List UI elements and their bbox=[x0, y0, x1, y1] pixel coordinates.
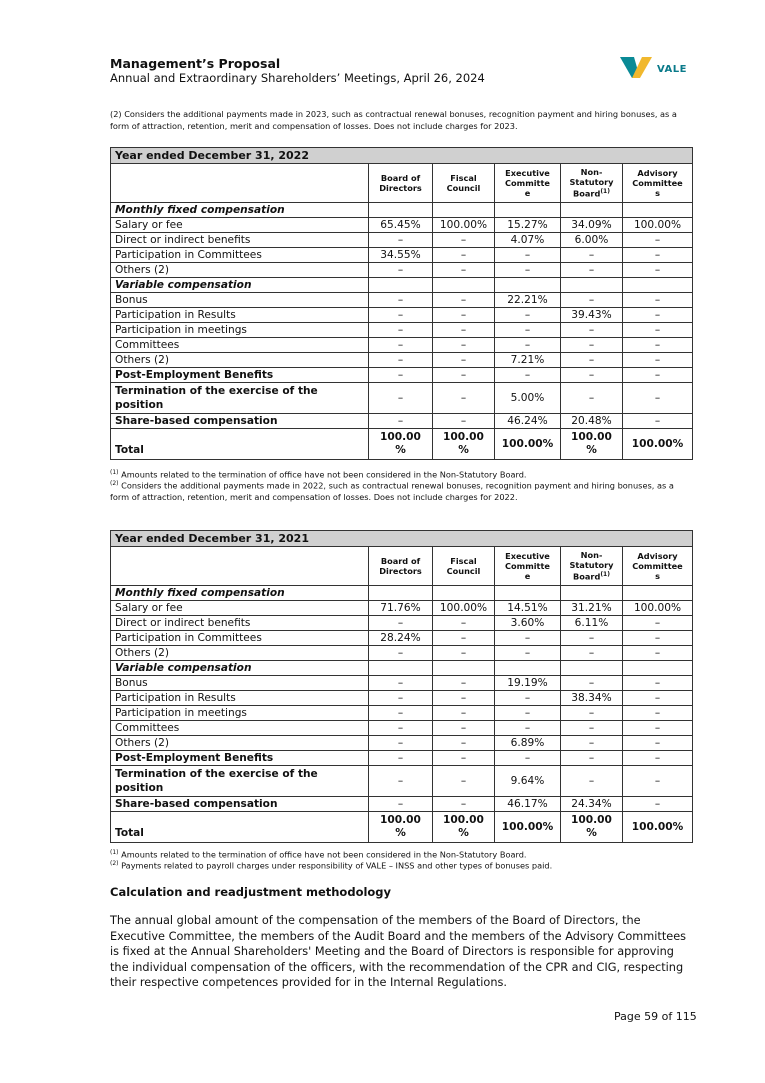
table-cell: – bbox=[433, 736, 495, 751]
table-row bbox=[111, 586, 693, 601]
top-note: (2) Considers the additional payments made in 2023, such as contractual renewal bonuses, recognition payment and hiring bonuses, as a form of attraction, retention, merit and compensation of losses. Does not include charges for 2023. bbox=[110, 109, 677, 131]
table-cell bbox=[369, 203, 433, 218]
row-label: Salary or fee bbox=[111, 218, 369, 233]
table-cell: – bbox=[623, 263, 693, 278]
table-row bbox=[111, 218, 693, 233]
row-label: Participation in Committees bbox=[111, 631, 369, 646]
total-cell bbox=[561, 429, 623, 460]
table-cell: – bbox=[623, 736, 693, 751]
table-cell: – bbox=[369, 691, 433, 706]
table-row bbox=[111, 646, 693, 661]
table-row bbox=[111, 353, 693, 368]
table-cell: 39.43% bbox=[561, 308, 623, 323]
column-header bbox=[433, 164, 495, 203]
table-cell: – bbox=[561, 766, 623, 797]
row-label: Others (2) bbox=[111, 263, 369, 278]
row-label: Share-based compensation bbox=[111, 414, 369, 429]
table-cell: 3.60% bbox=[495, 616, 561, 631]
table-cell: – bbox=[561, 248, 623, 263]
table-cell: – bbox=[495, 308, 561, 323]
table-row bbox=[111, 631, 693, 646]
total-cell bbox=[623, 812, 693, 843]
year-row bbox=[111, 148, 693, 164]
table-cell: – bbox=[495, 263, 561, 278]
table-cell: – bbox=[495, 631, 561, 646]
table-cell: 24.34% bbox=[561, 797, 623, 812]
table-row bbox=[111, 601, 693, 616]
table-cell: 100.00% bbox=[623, 601, 693, 616]
table-cell: – bbox=[369, 766, 433, 797]
table-row bbox=[111, 383, 693, 414]
total-cell bbox=[433, 812, 495, 843]
column-header-text: Council bbox=[446, 183, 481, 193]
year-heading: Year ended December 31, 2022 bbox=[111, 148, 693, 164]
table-row bbox=[111, 616, 693, 631]
column-header-text: Board bbox=[573, 188, 601, 199]
table-cell bbox=[369, 278, 433, 293]
total-label: Total bbox=[111, 429, 369, 460]
table-cell: – bbox=[561, 721, 623, 736]
table-cell: – bbox=[369, 736, 433, 751]
table-cell: – bbox=[433, 706, 495, 721]
table-cell bbox=[369, 661, 433, 676]
table-cell: – bbox=[433, 414, 495, 429]
table-cell: – bbox=[369, 308, 433, 323]
row-label: Participation in meetings bbox=[111, 706, 369, 721]
table-cell: 7.21% bbox=[495, 353, 561, 368]
table-cell: – bbox=[433, 751, 495, 766]
column-header bbox=[433, 547, 495, 586]
table-row bbox=[111, 414, 693, 429]
table-cell: – bbox=[561, 631, 623, 646]
table-cell: – bbox=[623, 691, 693, 706]
row-label: Variable compensation bbox=[111, 278, 369, 293]
table-cell: – bbox=[495, 751, 561, 766]
table-cell bbox=[369, 586, 433, 601]
table-row bbox=[111, 661, 693, 676]
table-cell: – bbox=[433, 797, 495, 812]
column-header-text: e bbox=[524, 571, 531, 581]
total-cell-text: 100.00% bbox=[631, 437, 684, 450]
table-row bbox=[111, 338, 693, 353]
footnote-marker: (1) bbox=[110, 469, 119, 476]
compensation-table-2021 bbox=[110, 530, 693, 843]
table-cell: – bbox=[561, 338, 623, 353]
table-cell: 5.00% bbox=[495, 383, 561, 414]
row-label: Salary or fee bbox=[111, 601, 369, 616]
row-label: Post-Employment Benefits bbox=[111, 751, 369, 766]
table-cell bbox=[433, 278, 495, 293]
year-row bbox=[111, 531, 693, 547]
table-cell: – bbox=[623, 383, 693, 414]
total-cell bbox=[561, 812, 623, 843]
table-cell: – bbox=[433, 766, 495, 797]
table-cell: – bbox=[433, 368, 495, 383]
table-cell: – bbox=[433, 338, 495, 353]
document-subtitle: Annual and Extraordinary Shareholders’ Meetings, April 26, 2024 bbox=[110, 71, 485, 85]
table-cell: – bbox=[369, 797, 433, 812]
column-header-text: Fiscal bbox=[450, 556, 477, 566]
table-cell: – bbox=[561, 293, 623, 308]
table-cell: – bbox=[561, 383, 623, 414]
table-cell: – bbox=[623, 797, 693, 812]
table-cell: – bbox=[433, 323, 495, 338]
table-row bbox=[111, 797, 693, 812]
row-label: Others (2) bbox=[111, 736, 369, 751]
table-row bbox=[111, 323, 693, 338]
footnote-marker: (1) bbox=[600, 188, 610, 196]
table-cell bbox=[495, 278, 561, 293]
row-label: Participation in meetings bbox=[111, 323, 369, 338]
table-cell: – bbox=[623, 293, 693, 308]
footnote-marker: (1) bbox=[110, 849, 119, 856]
table-cell: 19.19% bbox=[495, 676, 561, 691]
row-label: Termination of the exercise of the position bbox=[111, 766, 369, 797]
document-title: Management’s Proposal bbox=[110, 56, 281, 71]
total-cell-text: 100.00 bbox=[443, 814, 484, 826]
row-label: Direct or indirect benefits bbox=[111, 233, 369, 248]
table-row bbox=[111, 706, 693, 721]
total-row bbox=[111, 812, 693, 843]
table-cell: – bbox=[561, 368, 623, 383]
column-header-text: Non- bbox=[580, 167, 603, 178]
table-cell bbox=[495, 586, 561, 601]
row-label: Monthly fixed compensation bbox=[111, 203, 369, 218]
column-header-text: s bbox=[655, 571, 660, 581]
table-cell: – bbox=[561, 706, 623, 721]
total-cell bbox=[623, 429, 693, 460]
row-label: Participation in Results bbox=[111, 691, 369, 706]
table-cell: – bbox=[623, 646, 693, 661]
table-cell: 100.00% bbox=[433, 218, 495, 233]
table-cell: – bbox=[433, 263, 495, 278]
column-header-text: Committee bbox=[632, 178, 683, 188]
table-cell: – bbox=[369, 323, 433, 338]
row-label: Share-based compensation bbox=[111, 797, 369, 812]
table-cell: – bbox=[623, 248, 693, 263]
table-cell: – bbox=[561, 263, 623, 278]
table-cell: 65.45% bbox=[369, 218, 433, 233]
table-cell: – bbox=[433, 383, 495, 414]
column-header-text: Advisory bbox=[637, 168, 678, 178]
table-cell: – bbox=[369, 721, 433, 736]
table-cell: – bbox=[561, 323, 623, 338]
table-cell: – bbox=[369, 353, 433, 368]
column-header-text: e bbox=[524, 188, 531, 198]
table-row bbox=[111, 248, 693, 263]
table-row bbox=[111, 308, 693, 323]
total-cell-text: 100.00% bbox=[501, 820, 554, 833]
table-cell: – bbox=[495, 646, 561, 661]
table-cell: 9.64% bbox=[495, 766, 561, 797]
row-label: Participation in Results bbox=[111, 308, 369, 323]
table-cell: – bbox=[623, 308, 693, 323]
table-cell: – bbox=[433, 248, 495, 263]
compensation-table-2022 bbox=[110, 147, 693, 460]
table-cell bbox=[433, 661, 495, 676]
table-cell bbox=[623, 661, 693, 676]
table-cell: – bbox=[623, 338, 693, 353]
table-cell bbox=[433, 203, 495, 218]
table-row bbox=[111, 676, 693, 691]
table-row bbox=[111, 263, 693, 278]
table-row bbox=[111, 736, 693, 751]
table-row bbox=[111, 766, 693, 797]
table-cell: – bbox=[623, 721, 693, 736]
footnote-marker: (2) bbox=[110, 860, 119, 867]
column-header-text: s bbox=[655, 188, 660, 198]
column-header-text: Board of bbox=[380, 173, 421, 183]
table-cell: – bbox=[495, 721, 561, 736]
column-header-text: Committe bbox=[505, 178, 550, 188]
table-cell: – bbox=[623, 706, 693, 721]
column-header-text: Executive bbox=[505, 551, 550, 561]
row-label: Monthly fixed compensation bbox=[111, 586, 369, 601]
column-header-text: Statutory bbox=[569, 560, 614, 571]
table-cell bbox=[495, 661, 561, 676]
logo-text: VALE bbox=[657, 64, 688, 75]
table-cell bbox=[561, 661, 623, 676]
table-row bbox=[111, 751, 693, 766]
table-row bbox=[111, 233, 693, 248]
table-cell: – bbox=[561, 646, 623, 661]
column-header-text: Board of bbox=[380, 556, 421, 566]
column-header bbox=[561, 547, 623, 586]
table-cell: – bbox=[369, 751, 433, 766]
table-cell: – bbox=[495, 323, 561, 338]
table-cell: 20.48% bbox=[561, 414, 623, 429]
footnote-2021-1: $^{(1)}$ Amounts related to the termination of office have not been considered in the Non-Statutory Board. bbox=[110, 849, 527, 860]
table-cell: – bbox=[369, 233, 433, 248]
total-cell bbox=[433, 429, 495, 460]
column-header-text: Council bbox=[446, 566, 481, 576]
table-cell: – bbox=[561, 736, 623, 751]
table-cell: – bbox=[433, 646, 495, 661]
table-cell: – bbox=[623, 676, 693, 691]
table-cell: 22.21% bbox=[495, 293, 561, 308]
table-cell: 31.21% bbox=[561, 601, 623, 616]
table-cell: – bbox=[433, 353, 495, 368]
table-cell bbox=[561, 203, 623, 218]
table-cell: – bbox=[433, 308, 495, 323]
total-cell-text: % bbox=[395, 444, 406, 456]
table-cell: – bbox=[433, 631, 495, 646]
total-cell-text: 100.00 bbox=[380, 814, 421, 826]
table-cell: – bbox=[433, 691, 495, 706]
row-label: Committees bbox=[111, 721, 369, 736]
table-cell: 100.00% bbox=[433, 601, 495, 616]
methodology-paragraph: The annual global amount of the compensation of the members of the Board of Directors, the Executive Committee, the members of the Audit Board and the members of the Advisory Committees is fixed at the Annual Shareholders' Meeting and the Board of Directors is responsible for approving the individual compensation of the officers, with the recommendation of the CPR and CIG, respecting their respective competences provided for in the Internal Regulations. bbox=[110, 914, 687, 990]
table-cell: – bbox=[369, 293, 433, 308]
table-cell: – bbox=[623, 353, 693, 368]
table-cell: – bbox=[369, 676, 433, 691]
table-cell: 46.24% bbox=[495, 414, 561, 429]
table-cell: – bbox=[623, 368, 693, 383]
table-cell: – bbox=[561, 751, 623, 766]
table-cell: – bbox=[433, 721, 495, 736]
column-header bbox=[495, 164, 561, 203]
table-cell: – bbox=[623, 766, 693, 797]
table-row bbox=[111, 368, 693, 383]
table-cell: 6.00% bbox=[561, 233, 623, 248]
table-cell: – bbox=[433, 233, 495, 248]
empty-header-cell bbox=[111, 547, 369, 586]
row-label: Post-Employment Benefits bbox=[111, 368, 369, 383]
table-cell: – bbox=[495, 706, 561, 721]
row-label: Others (2) bbox=[111, 646, 369, 661]
total-cell-text: % bbox=[586, 827, 597, 839]
total-cell bbox=[369, 429, 433, 460]
table-cell bbox=[561, 586, 623, 601]
column-header bbox=[369, 547, 433, 586]
table-cell: – bbox=[495, 691, 561, 706]
table-cell: 14.51% bbox=[495, 601, 561, 616]
total-cell-text: 100.00 bbox=[571, 814, 612, 826]
table-cell: – bbox=[369, 414, 433, 429]
table-cell: 4.07% bbox=[495, 233, 561, 248]
total-cell-text: 100.00 bbox=[571, 431, 612, 443]
table-row bbox=[111, 278, 693, 293]
row-label: Termination of the exercise of the position bbox=[111, 383, 369, 414]
row-label: Others (2) bbox=[111, 353, 369, 368]
table-cell: – bbox=[561, 353, 623, 368]
table-cell: 38.34% bbox=[561, 691, 623, 706]
total-cell-text: 100.00 bbox=[380, 431, 421, 443]
total-cell bbox=[369, 812, 433, 843]
table-cell bbox=[433, 586, 495, 601]
table-row bbox=[111, 721, 693, 736]
table-cell: – bbox=[433, 293, 495, 308]
table-cell bbox=[561, 278, 623, 293]
table-cell: – bbox=[369, 616, 433, 631]
column-header-row bbox=[111, 164, 693, 203]
column-header-text: Executive bbox=[505, 168, 550, 178]
table-cell: – bbox=[623, 631, 693, 646]
empty-header-cell bbox=[111, 164, 369, 203]
footnote-2021-2: $^{(2)}$ Payments related to payroll charges under responsibility of VALE – INSS and other types of bonuses paid. bbox=[110, 860, 553, 871]
table-cell: – bbox=[623, 233, 693, 248]
column-header bbox=[623, 164, 693, 203]
footnote-marker: (2) bbox=[110, 480, 119, 487]
table-cell: 100.00% bbox=[623, 218, 693, 233]
row-label: Direct or indirect benefits bbox=[111, 616, 369, 631]
table-row bbox=[111, 691, 693, 706]
table-cell: – bbox=[623, 616, 693, 631]
table-cell: 28.24% bbox=[369, 631, 433, 646]
table-cell: – bbox=[495, 248, 561, 263]
table-cell: – bbox=[433, 676, 495, 691]
column-header-text: Advisory bbox=[637, 551, 678, 561]
footnote-2022-1: $^{(1)}$ Amounts related to the termination of office have not been considered in the Non-Statutory Board. bbox=[110, 469, 527, 480]
table-cell: – bbox=[623, 414, 693, 429]
column-header bbox=[495, 547, 561, 586]
row-label: Bonus bbox=[111, 676, 369, 691]
total-row bbox=[111, 429, 693, 460]
table-cell: – bbox=[495, 368, 561, 383]
row-label: Participation in Committees bbox=[111, 248, 369, 263]
row-label: Variable compensation bbox=[111, 661, 369, 676]
column-header-text: Committee bbox=[632, 561, 683, 571]
table-cell bbox=[623, 203, 693, 218]
table-cell: – bbox=[369, 368, 433, 383]
table-cell: – bbox=[433, 616, 495, 631]
table-row bbox=[111, 293, 693, 308]
page-number: Page 59 of 115 bbox=[614, 1010, 697, 1023]
year-heading: Year ended December 31, 2021 bbox=[111, 531, 693, 547]
table-cell: 46.17% bbox=[495, 797, 561, 812]
column-header-text: Directors bbox=[379, 183, 422, 193]
column-header-text: Committe bbox=[505, 561, 550, 571]
total-label: Total bbox=[111, 812, 369, 843]
table-cell: – bbox=[561, 676, 623, 691]
total-cell bbox=[495, 429, 561, 460]
total-cell-text: % bbox=[586, 444, 597, 456]
table-cell: – bbox=[623, 323, 693, 338]
table-cell bbox=[495, 203, 561, 218]
total-cell-text: 100.00% bbox=[501, 437, 554, 450]
table-cell: 34.09% bbox=[561, 218, 623, 233]
table-cell: 6.11% bbox=[561, 616, 623, 631]
row-label: Bonus bbox=[111, 293, 369, 308]
table-cell: – bbox=[369, 263, 433, 278]
column-header bbox=[561, 164, 623, 203]
table-cell: – bbox=[623, 751, 693, 766]
total-cell-text: % bbox=[458, 444, 469, 456]
footnote-marker: (1) bbox=[600, 571, 610, 579]
total-cell-text: 100.00 bbox=[443, 431, 484, 443]
table-cell: – bbox=[369, 706, 433, 721]
total-cell-text: % bbox=[458, 827, 469, 839]
column-header-text: Board bbox=[573, 571, 601, 582]
table-cell: 71.76% bbox=[369, 601, 433, 616]
table-cell: 15.27% bbox=[495, 218, 561, 233]
section-heading: Calculation and readjustment methodology bbox=[110, 885, 392, 899]
table-row bbox=[111, 203, 693, 218]
table-cell: – bbox=[495, 338, 561, 353]
table-cell bbox=[623, 278, 693, 293]
table-cell: – bbox=[369, 383, 433, 414]
table-cell: – bbox=[369, 646, 433, 661]
column-header-text: Directors bbox=[379, 566, 422, 576]
column-header-row bbox=[111, 547, 693, 586]
table-cell: 34.55% bbox=[369, 248, 433, 263]
total-cell-text: 100.00% bbox=[631, 820, 684, 833]
total-cell-text: % bbox=[395, 827, 406, 839]
total-cell bbox=[495, 812, 561, 843]
footnote-2022-2: $^{(2)}$ Considers the additional payments made in 2022, such as contractual renewal bonuses, recognition payment and hiring bonuses, as a form of attraction, retention, merit and compensation of losses. Does not include charges for 2022. bbox=[110, 480, 674, 503]
column-header-text: Fiscal bbox=[450, 173, 477, 183]
row-label: Committees bbox=[111, 338, 369, 353]
column-header bbox=[369, 164, 433, 203]
column-header bbox=[623, 547, 693, 586]
table-cell bbox=[623, 586, 693, 601]
column-header-text: Statutory bbox=[569, 177, 614, 188]
table-cell: 6.89% bbox=[495, 736, 561, 751]
column-header-text: Non- bbox=[580, 550, 603, 561]
table-cell: – bbox=[369, 338, 433, 353]
